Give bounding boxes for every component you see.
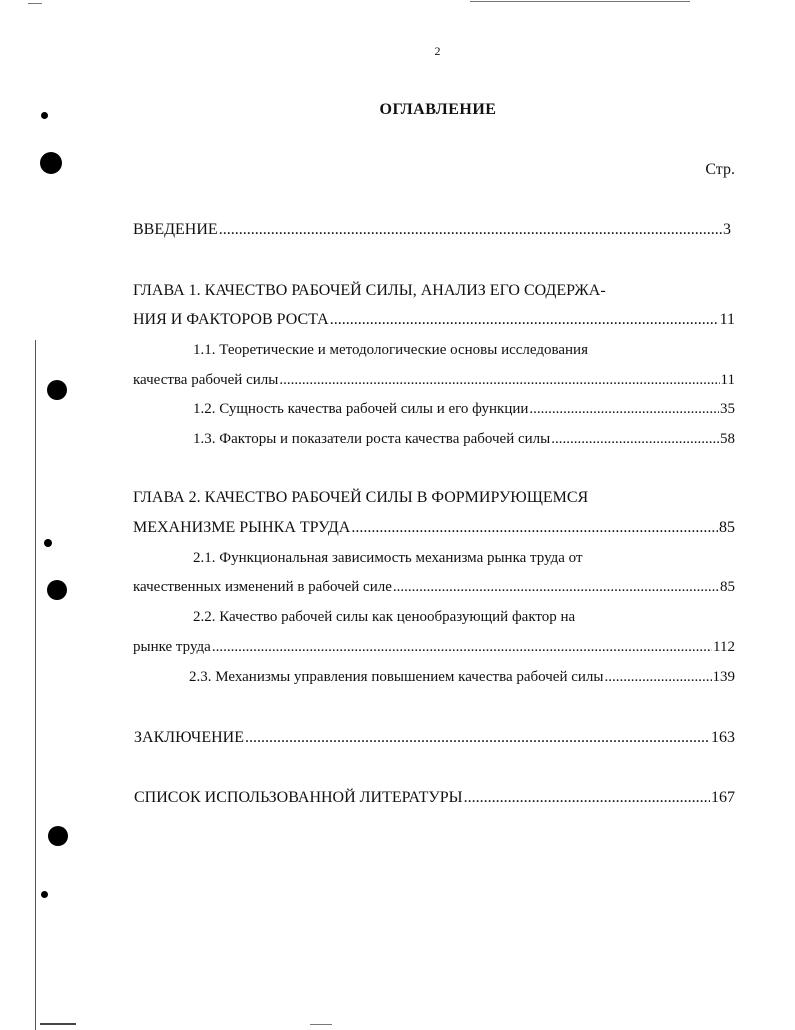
toc-entry-label: МЕХАНИЗМЕ РЫНКА ТРУДА bbox=[133, 519, 351, 536]
dot-leader bbox=[529, 399, 719, 419]
dot-leader bbox=[464, 788, 710, 808]
toc-entry-page: 11 bbox=[720, 372, 735, 388]
scan-artifact-bottom-mid bbox=[310, 1024, 332, 1025]
toc-entry-page: 35 bbox=[720, 401, 735, 417]
toc-entry-section-1-3 bbox=[193, 429, 735, 449]
dot-leader bbox=[245, 728, 710, 748]
dot-leader bbox=[393, 577, 719, 597]
toc-entry-intro bbox=[133, 220, 731, 240]
toc-entry-label: качественных изменений в рабочей силе bbox=[133, 579, 392, 595]
page-title: ОГЛАВЛЕНИЕ bbox=[379, 101, 497, 118]
toc-entry-page: 85 bbox=[720, 579, 735, 595]
toc-entry-page: 112 bbox=[713, 639, 735, 655]
toc-entry-label: НИЯ И ФАКТОРОВ РОСТА bbox=[133, 311, 329, 328]
section-1-1-line1: 1.1. Теоретические и методологические основы исследования bbox=[193, 342, 588, 358]
toc-entry-section-2-2 bbox=[133, 637, 735, 657]
scan-artifact-bottom bbox=[40, 1023, 76, 1025]
chapter-2-title-line1: ГЛАВА 2. КАЧЕСТВО РАБОЧЕЙ СИЛЫ В ФОРМИРУЮЩЕМСЯ bbox=[133, 489, 589, 506]
dot-leader bbox=[605, 667, 712, 687]
toc-entry-label: 1.3. Факторы и показатели роста качества рабочей силы bbox=[193, 431, 551, 447]
dot-leader bbox=[212, 637, 712, 657]
page-number: 2 bbox=[434, 44, 441, 58]
toc-entry-references bbox=[134, 788, 735, 808]
toc-entry-chapter-2 bbox=[133, 518, 735, 538]
dot-leader bbox=[551, 429, 719, 449]
dot-leader bbox=[351, 518, 718, 538]
binding-dot bbox=[44, 539, 52, 547]
dot-leader bbox=[330, 310, 719, 330]
scan-artifact-top bbox=[470, 1, 690, 2]
page-column-label: Стр. bbox=[705, 161, 735, 178]
toc-entry-section-1-2 bbox=[193, 399, 735, 419]
toc-entry-section-2-1 bbox=[133, 577, 735, 597]
binding-dot bbox=[41, 891, 48, 898]
binding-hole bbox=[47, 580, 67, 600]
chapter-1-title-line1: ГЛАВА 1. КАЧЕСТВО РАБОЧЕЙ СИЛЫ, АНАЛИЗ ЕГО СОДЕРЖА- bbox=[133, 282, 606, 299]
dot-leader bbox=[219, 220, 722, 240]
binding-edge-line bbox=[35, 340, 36, 1030]
section-2-1-line1: 2.1. Функциональная зависимость механизма рынка труда от bbox=[193, 550, 583, 566]
toc-entry-page: 3 bbox=[723, 221, 731, 238]
scan-artifact-top-left bbox=[28, 3, 42, 4]
toc-entry-section-1-1 bbox=[133, 370, 735, 390]
binding-hole bbox=[40, 152, 62, 174]
toc-entry-label: качества рабочей силы bbox=[133, 372, 279, 388]
toc-entry-chapter-1 bbox=[133, 310, 735, 330]
section-2-2-line1: 2.2. Качество рабочей силы как ценообразующий фактор на bbox=[193, 609, 576, 625]
toc-entry-page: 85 bbox=[719, 519, 735, 536]
toc-entry-section-2-3 bbox=[189, 667, 735, 687]
toc-entry-label: ЗАКЛЮЧЕНИЕ bbox=[134, 729, 244, 746]
dot-leader bbox=[279, 370, 719, 390]
toc-entry-label: 1.2. Сущность качества рабочей силы и его функции bbox=[193, 401, 529, 417]
toc-entry-page: 163 bbox=[711, 729, 735, 746]
binding-hole bbox=[48, 826, 68, 846]
toc-entry-label: ВВЕДЕНИЕ bbox=[133, 221, 218, 238]
toc-entry-page: 167 bbox=[711, 789, 735, 806]
toc-entry-page: 11 bbox=[719, 311, 735, 328]
toc-entry-page: 139 bbox=[712, 669, 735, 685]
binding-hole bbox=[47, 380, 67, 400]
toc-entry-conclusion bbox=[134, 728, 735, 748]
toc-entry-label: 2.3. Механизмы управления повышением качества рабочей силы bbox=[189, 669, 604, 685]
toc-entry-label: СПИСОК ИСПОЛЬЗОВАННОЙ ЛИТЕРАТУРЫ bbox=[134, 789, 463, 806]
toc-entry-label: рынке труда bbox=[133, 639, 211, 655]
toc-entry-page: 58 bbox=[720, 431, 735, 447]
